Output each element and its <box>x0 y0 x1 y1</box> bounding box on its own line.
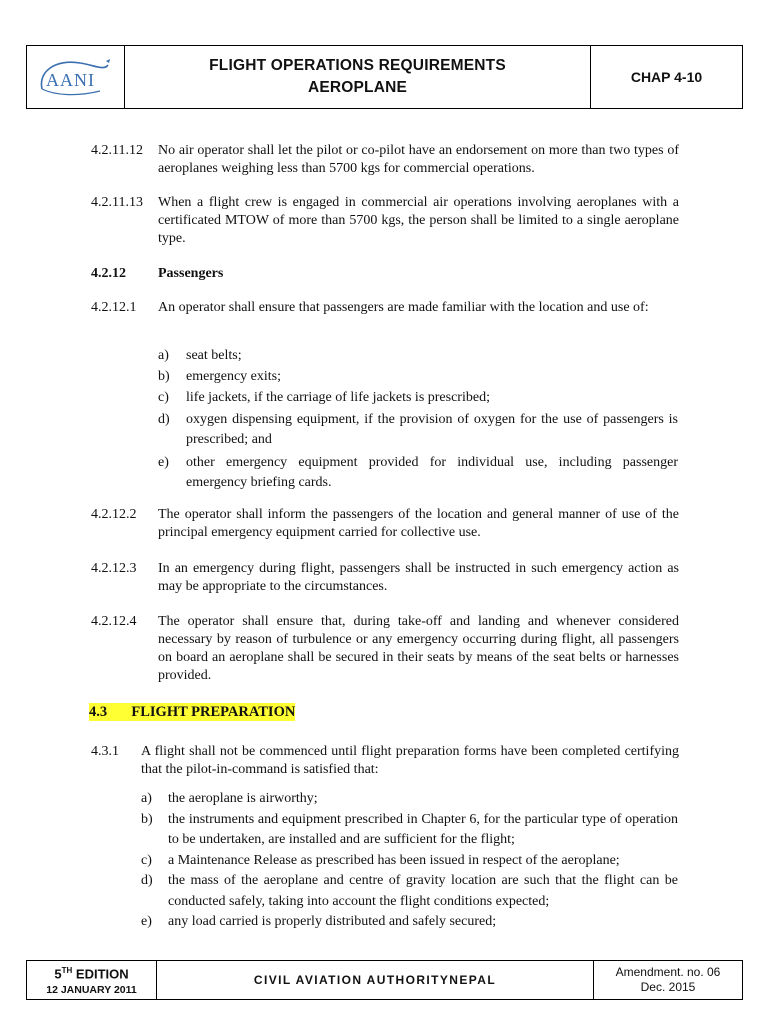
paragraph-4-2-11-13 <box>91 194 679 248</box>
paragraph-4-2-12-1 <box>91 299 679 317</box>
list-letter: e) <box>158 455 169 470</box>
paragraph-number: 4.2.12.3 <box>91 561 137 576</box>
list-item <box>141 871 678 912</box>
chapter-label: CHAP 4-10 <box>590 46 742 108</box>
list-letter: e) <box>141 914 152 929</box>
paragraph-number: 4.2.12.2 <box>91 507 137 522</box>
list-text: the instruments and equipment prescribed in Chapter 6, for the particular type of operation to be undertaken, are installed and are sufficient for the flight; <box>168 811 678 847</box>
page-footer <box>26 960 743 1000</box>
section-title: Passengers <box>158 266 224 281</box>
list-text: any load carried is properly distributed and safely secured; <box>168 914 497 929</box>
list-item <box>158 368 678 386</box>
list-item <box>141 851 678 872</box>
list-text: a Maintenance Release as prescribed has been issued in respect of the aeroplane; <box>168 852 620 868</box>
list-letter: a) <box>158 348 169 363</box>
authority-name: CIVIL AVIATION AUTHORITYNEPAL <box>253 973 497 987</box>
paragraph-text: No air operator shall let the pilot or co-pilot have an endorsement on more than two types of aeroplanes weighing less than 5700 kgs for commercial operations. <box>158 143 679 176</box>
edition-block <box>27 961 157 999</box>
paragraph-number: 4.2.11.12 <box>91 143 143 158</box>
section-title: FLIGHT PREPARATION <box>131 704 296 720</box>
list-item <box>141 912 678 933</box>
list-text: the aeroplane is airworthy; <box>168 791 318 806</box>
edition-label <box>54 963 128 982</box>
section-heading-flight-preparation <box>89 703 295 721</box>
list-text: life jackets, if the carriage of life jackets is prescribed; <box>186 390 490 405</box>
list-item <box>158 453 678 493</box>
list-letter: b) <box>141 811 153 827</box>
amendment-block <box>593 961 742 999</box>
paragraph-4-2-11-12 <box>91 142 679 178</box>
edition-date: 12 JANUARY 2011 <box>46 983 137 996</box>
amendment-number: Amendment. no. 06 <box>615 965 721 979</box>
passenger-briefing-list <box>158 347 678 493</box>
list-text: other emergency equipment provided for individual use, including passenger emergency briefing cards. <box>186 455 678 490</box>
svg-text:AANI: AANI <box>45 70 95 90</box>
list-text: emergency exits; <box>186 369 281 384</box>
section-number: 4.3 <box>89 704 108 720</box>
paragraph-4-3-1 <box>91 743 679 779</box>
caan-logo <box>27 46 125 108</box>
paragraph-4-2-12-4 <box>91 613 679 685</box>
list-item <box>158 347 678 365</box>
paragraph-4-2-12-3 <box>91 560 679 596</box>
paragraph-number: 4.2.12.4 <box>91 614 137 629</box>
amendment-date: Dec. 2015 <box>640 980 696 994</box>
list-letter: b) <box>158 369 170 384</box>
paragraph-number: 4.3.1 <box>91 744 119 759</box>
list-letter: c) <box>158 390 169 405</box>
paragraph-text: The operator shall ensure that, during take-off and landing and whenever considered necessary by reason of turbulence or any emergency occurring during flight, all passengers on board an aeroplane shall be secured in their seats by means of the seat belts or harnesses provided. <box>158 614 679 683</box>
section-heading-passengers <box>91 265 679 283</box>
list-item <box>158 410 678 450</box>
edition-number: 5 <box>54 966 62 982</box>
list-text: the mass of the aeroplane and centre of gravity location are such that the flight can be conducted safely, taking into account the flight conditions expected; <box>168 873 678 909</box>
edition-suffix: TH <box>61 966 73 976</box>
paragraph-number: 4.2.11.13 <box>91 195 143 210</box>
list-letter: d) <box>141 873 153 888</box>
paragraph-text: The operator shall inform the passengers of the location and general manner of use of the principal emergency equipment carried for collective use. <box>158 507 679 540</box>
paragraph-text: An operator shall ensure that passengers are made familiar with the location and use of: <box>158 300 649 315</box>
list-letter: c) <box>141 852 152 868</box>
title-line-2: AEROPLANE <box>307 79 408 96</box>
document-title <box>125 46 590 108</box>
paragraph-text: When a flight crew is engaged in commercial air operations involving aeroplanes with a certificated MTOW of more than 5700 kgs, the person shall be limited to a single aeroplane type. <box>158 195 679 246</box>
paragraph-4-2-12-2 <box>91 506 679 542</box>
list-item <box>141 789 678 810</box>
edition-word: EDITION <box>72 966 129 982</box>
logo-graphic <box>36 53 116 101</box>
flight-preparation-list <box>141 789 678 933</box>
list-item <box>158 389 678 407</box>
list-letter: d) <box>158 412 170 427</box>
title-line-1: FLIGHT OPERATIONS REQUIREMENTS <box>209 57 506 74</box>
page-header <box>26 45 743 109</box>
paragraph-text: A flight shall not be commenced until flight preparation forms have been completed certifying that the pilot-in-command is satisfied that: <box>141 744 679 777</box>
list-text: seat belts; <box>186 348 242 363</box>
paragraph-text: In an emergency during flight, passengers shall be instructed in such emergency action as may be appropriate to the circumstances. <box>158 561 679 594</box>
section-number: 4.2.12 <box>91 266 126 281</box>
paragraph-number: 4.2.12.1 <box>91 300 137 315</box>
list-text: oxygen dispensing equipment, if the provision of oxygen for the use of passengers is prescribed; and <box>186 412 678 447</box>
list-letter: a) <box>141 791 152 806</box>
list-item <box>141 810 678 851</box>
